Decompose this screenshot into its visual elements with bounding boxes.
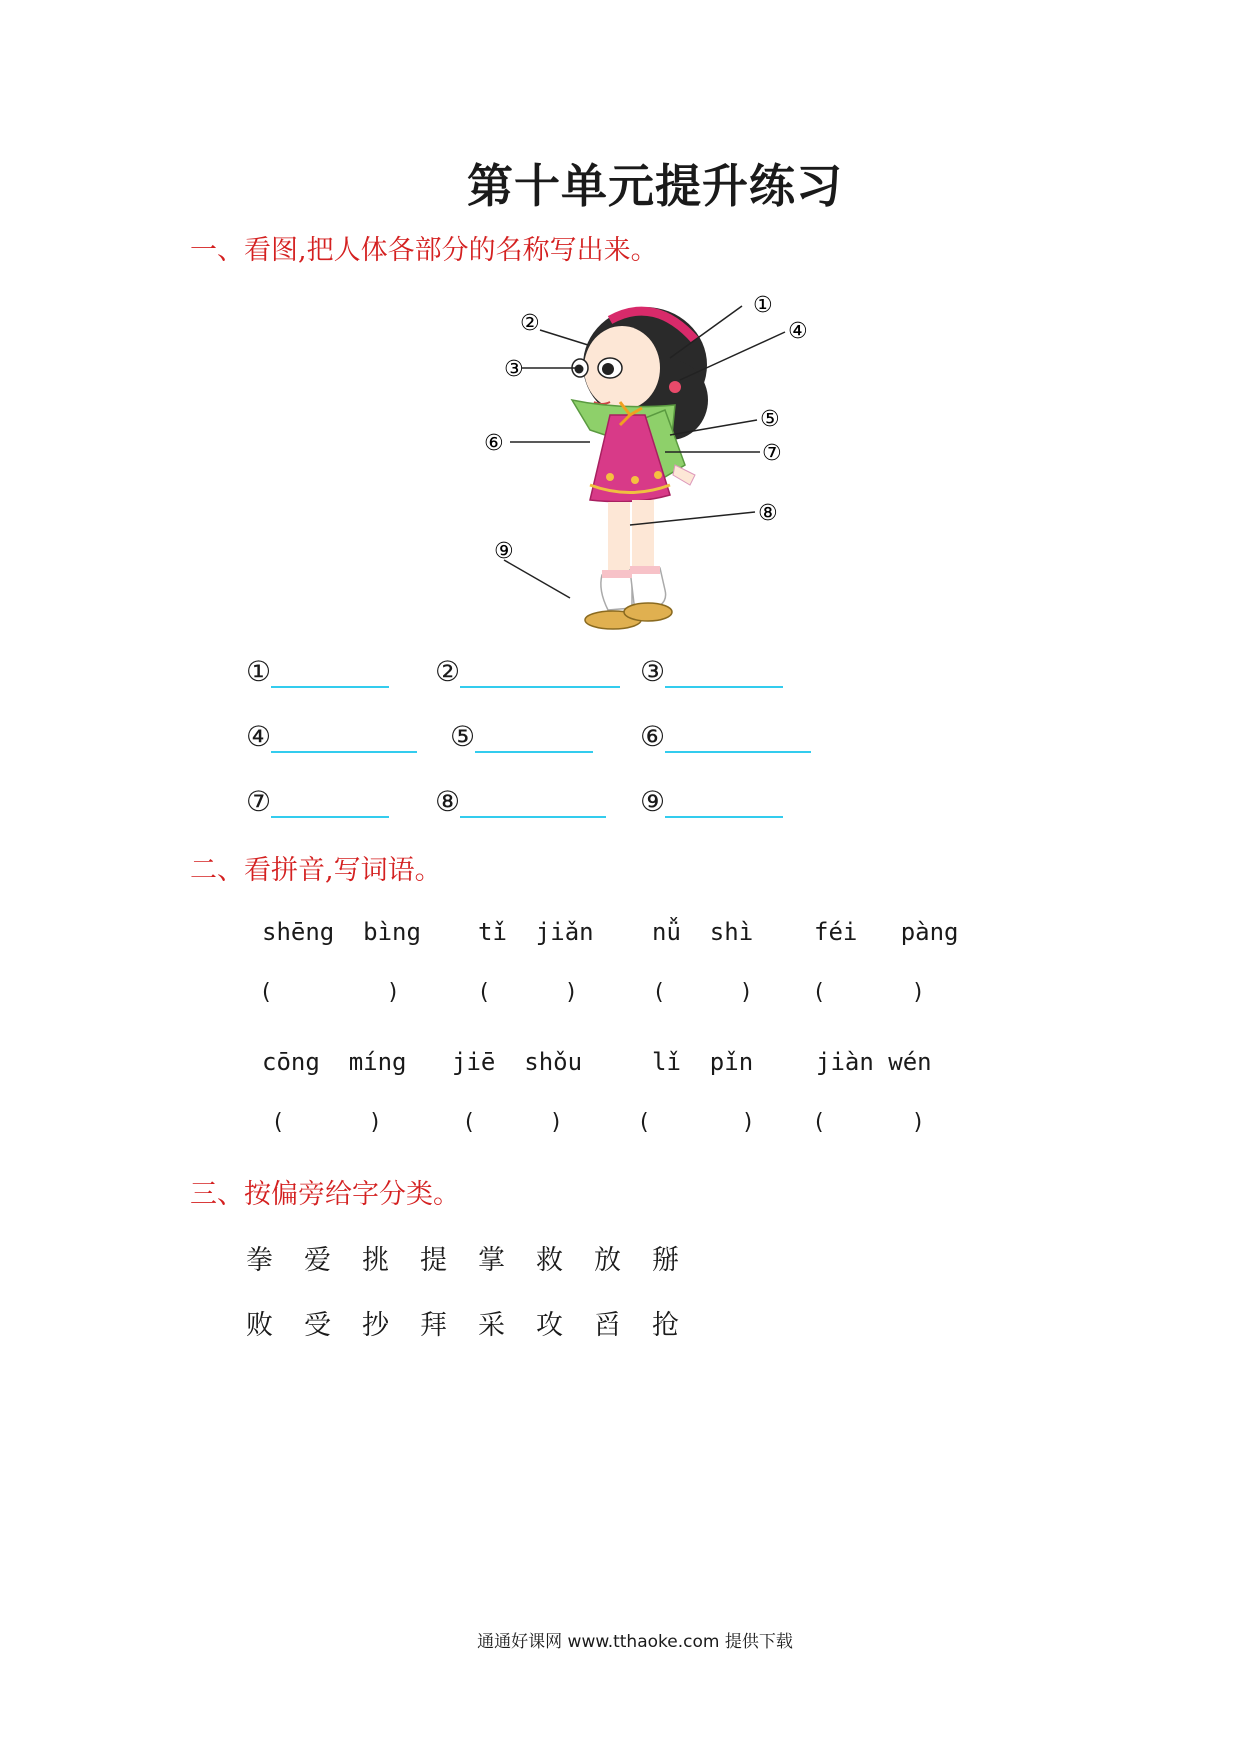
char-item: 攻 (536, 1310, 563, 1341)
char-item: 受 (304, 1310, 331, 1341)
answer-4-blank[interactable] (271, 721, 417, 753)
callout-7: ⑦ (762, 441, 782, 466)
callout-5: ⑤ (760, 407, 780, 432)
pinyin-feipang: féi pàng (814, 918, 959, 946)
char-item: 拳 (246, 1245, 273, 1276)
pinyin-nushi: nǚ shì (652, 918, 754, 946)
answer-4-number: ④ (246, 720, 272, 753)
answer-5-blank[interactable] (475, 721, 593, 753)
answer-9 (640, 785, 783, 818)
answer-1 (246, 655, 389, 688)
char-item: 爱 (304, 1245, 331, 1276)
paren-blank-4[interactable]: ( ) (815, 980, 923, 1005)
answer-9-number: ⑨ (640, 785, 666, 818)
pinyin-jianwen: jiàn wén (816, 1048, 932, 1076)
section-1-heading: 一、看图,把人体各部分的名称写出来。 (190, 235, 658, 266)
char-item: 舀 (594, 1310, 621, 1341)
pinyin-jieshou: jiē shǒu (452, 1048, 583, 1076)
char-item: 抄 (362, 1310, 389, 1341)
answer-8-blank[interactable] (460, 786, 606, 818)
char-item: 拜 (420, 1310, 447, 1341)
answer-1-number: ① (246, 655, 272, 688)
pinyin-shengbing: shēng bìng (262, 918, 421, 946)
answer-2-blank[interactable] (460, 656, 620, 688)
girl-illustration (470, 290, 830, 630)
section-3-heading: 三、按偏旁给字分类。 (190, 1179, 460, 1210)
paren-blank-2[interactable]: ( ) (480, 980, 576, 1005)
char-item: 败 (246, 1310, 273, 1341)
section-2-heading: 二、看拼音,写词语。 (190, 855, 442, 886)
footer-text: 通通好课网 www.tthaoke.com 提供下载 (477, 1632, 793, 1652)
char-item: 挑 (362, 1245, 389, 1276)
pinyin-congming: cōng míng (262, 1048, 407, 1076)
paren-blank-3[interactable]: ( ) (655, 980, 751, 1005)
callout-9: ⑨ (494, 539, 514, 564)
char-item: 采 (478, 1310, 505, 1341)
answer-2-number: ② (435, 655, 461, 688)
callout-8: ⑧ (758, 501, 778, 526)
paren-blank-5[interactable]: ( ) (274, 1110, 380, 1135)
char-item: 掌 (478, 1245, 505, 1276)
char-item: 抢 (652, 1310, 679, 1341)
answer-2 (435, 655, 620, 688)
callout-3: ③ (504, 357, 524, 382)
answer-4 (246, 720, 417, 753)
paren-blank-7[interactable]: ( ) (640, 1110, 753, 1135)
answer-3-blank[interactable] (665, 656, 783, 688)
answer-8 (435, 785, 606, 818)
answer-7 (246, 785, 389, 818)
answer-7-number: ⑦ (246, 785, 272, 818)
callout-2: ② (520, 311, 540, 336)
answer-6-blank[interactable] (665, 721, 811, 753)
answer-9-blank[interactable] (665, 786, 783, 818)
answer-3-number: ③ (640, 655, 666, 688)
paren-blank-8[interactable]: ( ) (815, 1110, 923, 1135)
pinyin-tijian: tǐ jiǎn (478, 918, 594, 946)
answer-5 (450, 720, 593, 753)
answer-8-number: ⑧ (435, 785, 461, 818)
answer-3 (640, 655, 783, 688)
answer-7-blank[interactable] (271, 786, 389, 818)
char-item: 提 (420, 1245, 447, 1276)
char-item: 掰 (652, 1245, 679, 1276)
char-item: 救 (536, 1245, 563, 1276)
char-row-2 (246, 1303, 710, 1342)
answer-1-blank[interactable] (271, 656, 389, 688)
char-row-1 (246, 1238, 710, 1277)
answer-6-number: ⑥ (640, 720, 666, 753)
callout-4: ④ (788, 319, 808, 344)
page-title: 第十单元提升练习 (467, 159, 843, 213)
answer-6 (640, 720, 811, 753)
callout-1: ① (753, 293, 773, 318)
answer-5-number: ⑤ (450, 720, 476, 753)
char-item: 放 (594, 1245, 621, 1276)
paren-blank-1[interactable]: ( ) (262, 980, 398, 1005)
callout-6: ⑥ (484, 431, 504, 456)
pinyin-lipin: lǐ pǐn (652, 1048, 754, 1076)
paren-blank-6[interactable]: ( ) (465, 1110, 561, 1135)
